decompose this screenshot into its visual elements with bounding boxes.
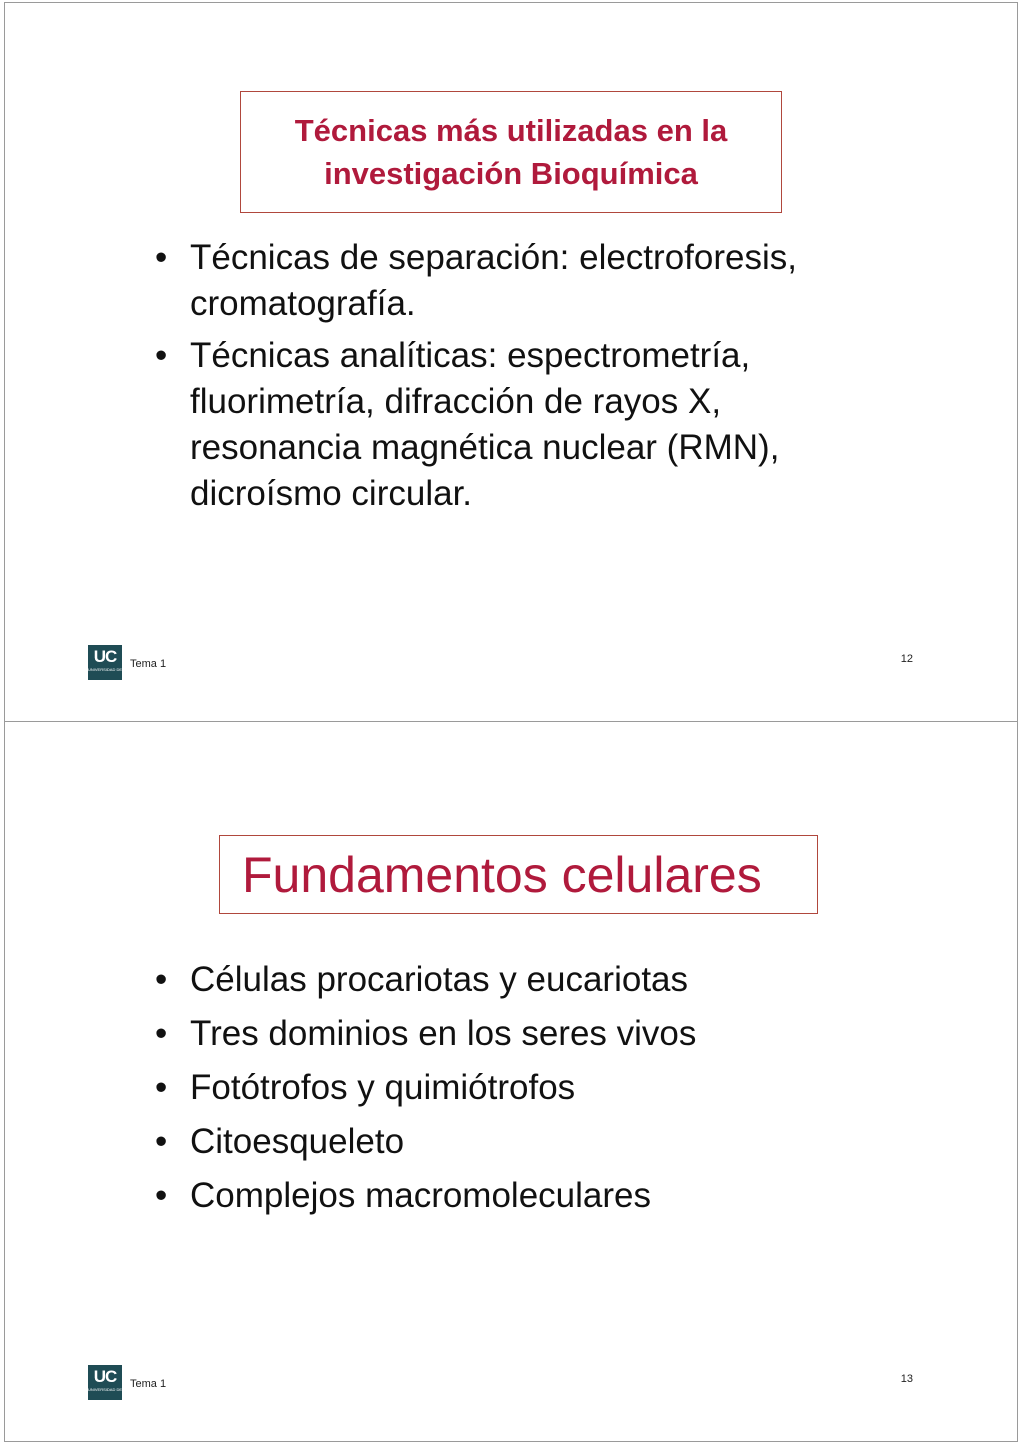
bullet-dot-icon: • [155,960,168,999]
slide-divider [5,721,1017,722]
university-logo [88,645,146,680]
bullet-text: Tres dominios en los seres vivos [190,1014,697,1053]
bullet-text: Citoesqueleto [190,1122,405,1161]
bullet-dot-icon: • [155,1014,168,1053]
bullet-dot-icon: • [155,238,168,277]
bullet-item [155,1115,875,1169]
bullet-dot-icon: • [155,336,168,375]
bullet-item [155,235,875,327]
bullet-item [155,1169,875,1223]
slide-12 [5,3,1017,723]
slide-13 [5,723,1017,1443]
bullet-item [155,1007,875,1061]
bullet-list [155,235,875,523]
page-number: 13 [900,1373,913,1385]
university-logo [88,1365,146,1400]
slide-title-line: investigación Bioquímica [324,156,698,191]
slide-title-line: Técnicas más utilizadas en la [294,113,728,148]
logo-mark: UC [93,647,117,666]
bullet-item [155,953,875,1007]
bullet-text: Técnicas analíticas: espectrometría, fluorimetría, difracción de rayos X, resonancia magnética nuclear (RMN), dicroísmo circular. [190,336,780,513]
slide-title [240,91,782,213]
logo-subtitle: UNIVERSIDAD DE CANTABRIA [88,1387,146,1392]
footer-label: Tema 1 [130,1378,167,1390]
bullet-text: Fotótrofos y quimiótrofos [190,1068,576,1107]
page-number: 12 [900,653,913,665]
bullet-dot-icon: • [155,1122,168,1161]
bullet-text: Complejos macromoleculares [190,1176,651,1215]
slide-title-text: Fundamentos celulares [242,846,762,903]
bullet-dot-icon: • [155,1068,168,1107]
bullet-list [155,953,875,1223]
bullet-text: Técnicas de separación: electroforesis, cromatografía. [190,238,797,323]
bullet-item [155,1061,875,1115]
logo-mark: UC [93,1367,117,1386]
bullet-text: Células procariotas y eucariotas [190,960,689,999]
logo-subtitle: UNIVERSIDAD DE CANTABRIA [88,667,146,672]
bullet-item [155,333,875,517]
slide-title [219,835,818,914]
bullet-dot-icon: • [155,1176,168,1215]
footer-label: Tema 1 [130,658,167,670]
